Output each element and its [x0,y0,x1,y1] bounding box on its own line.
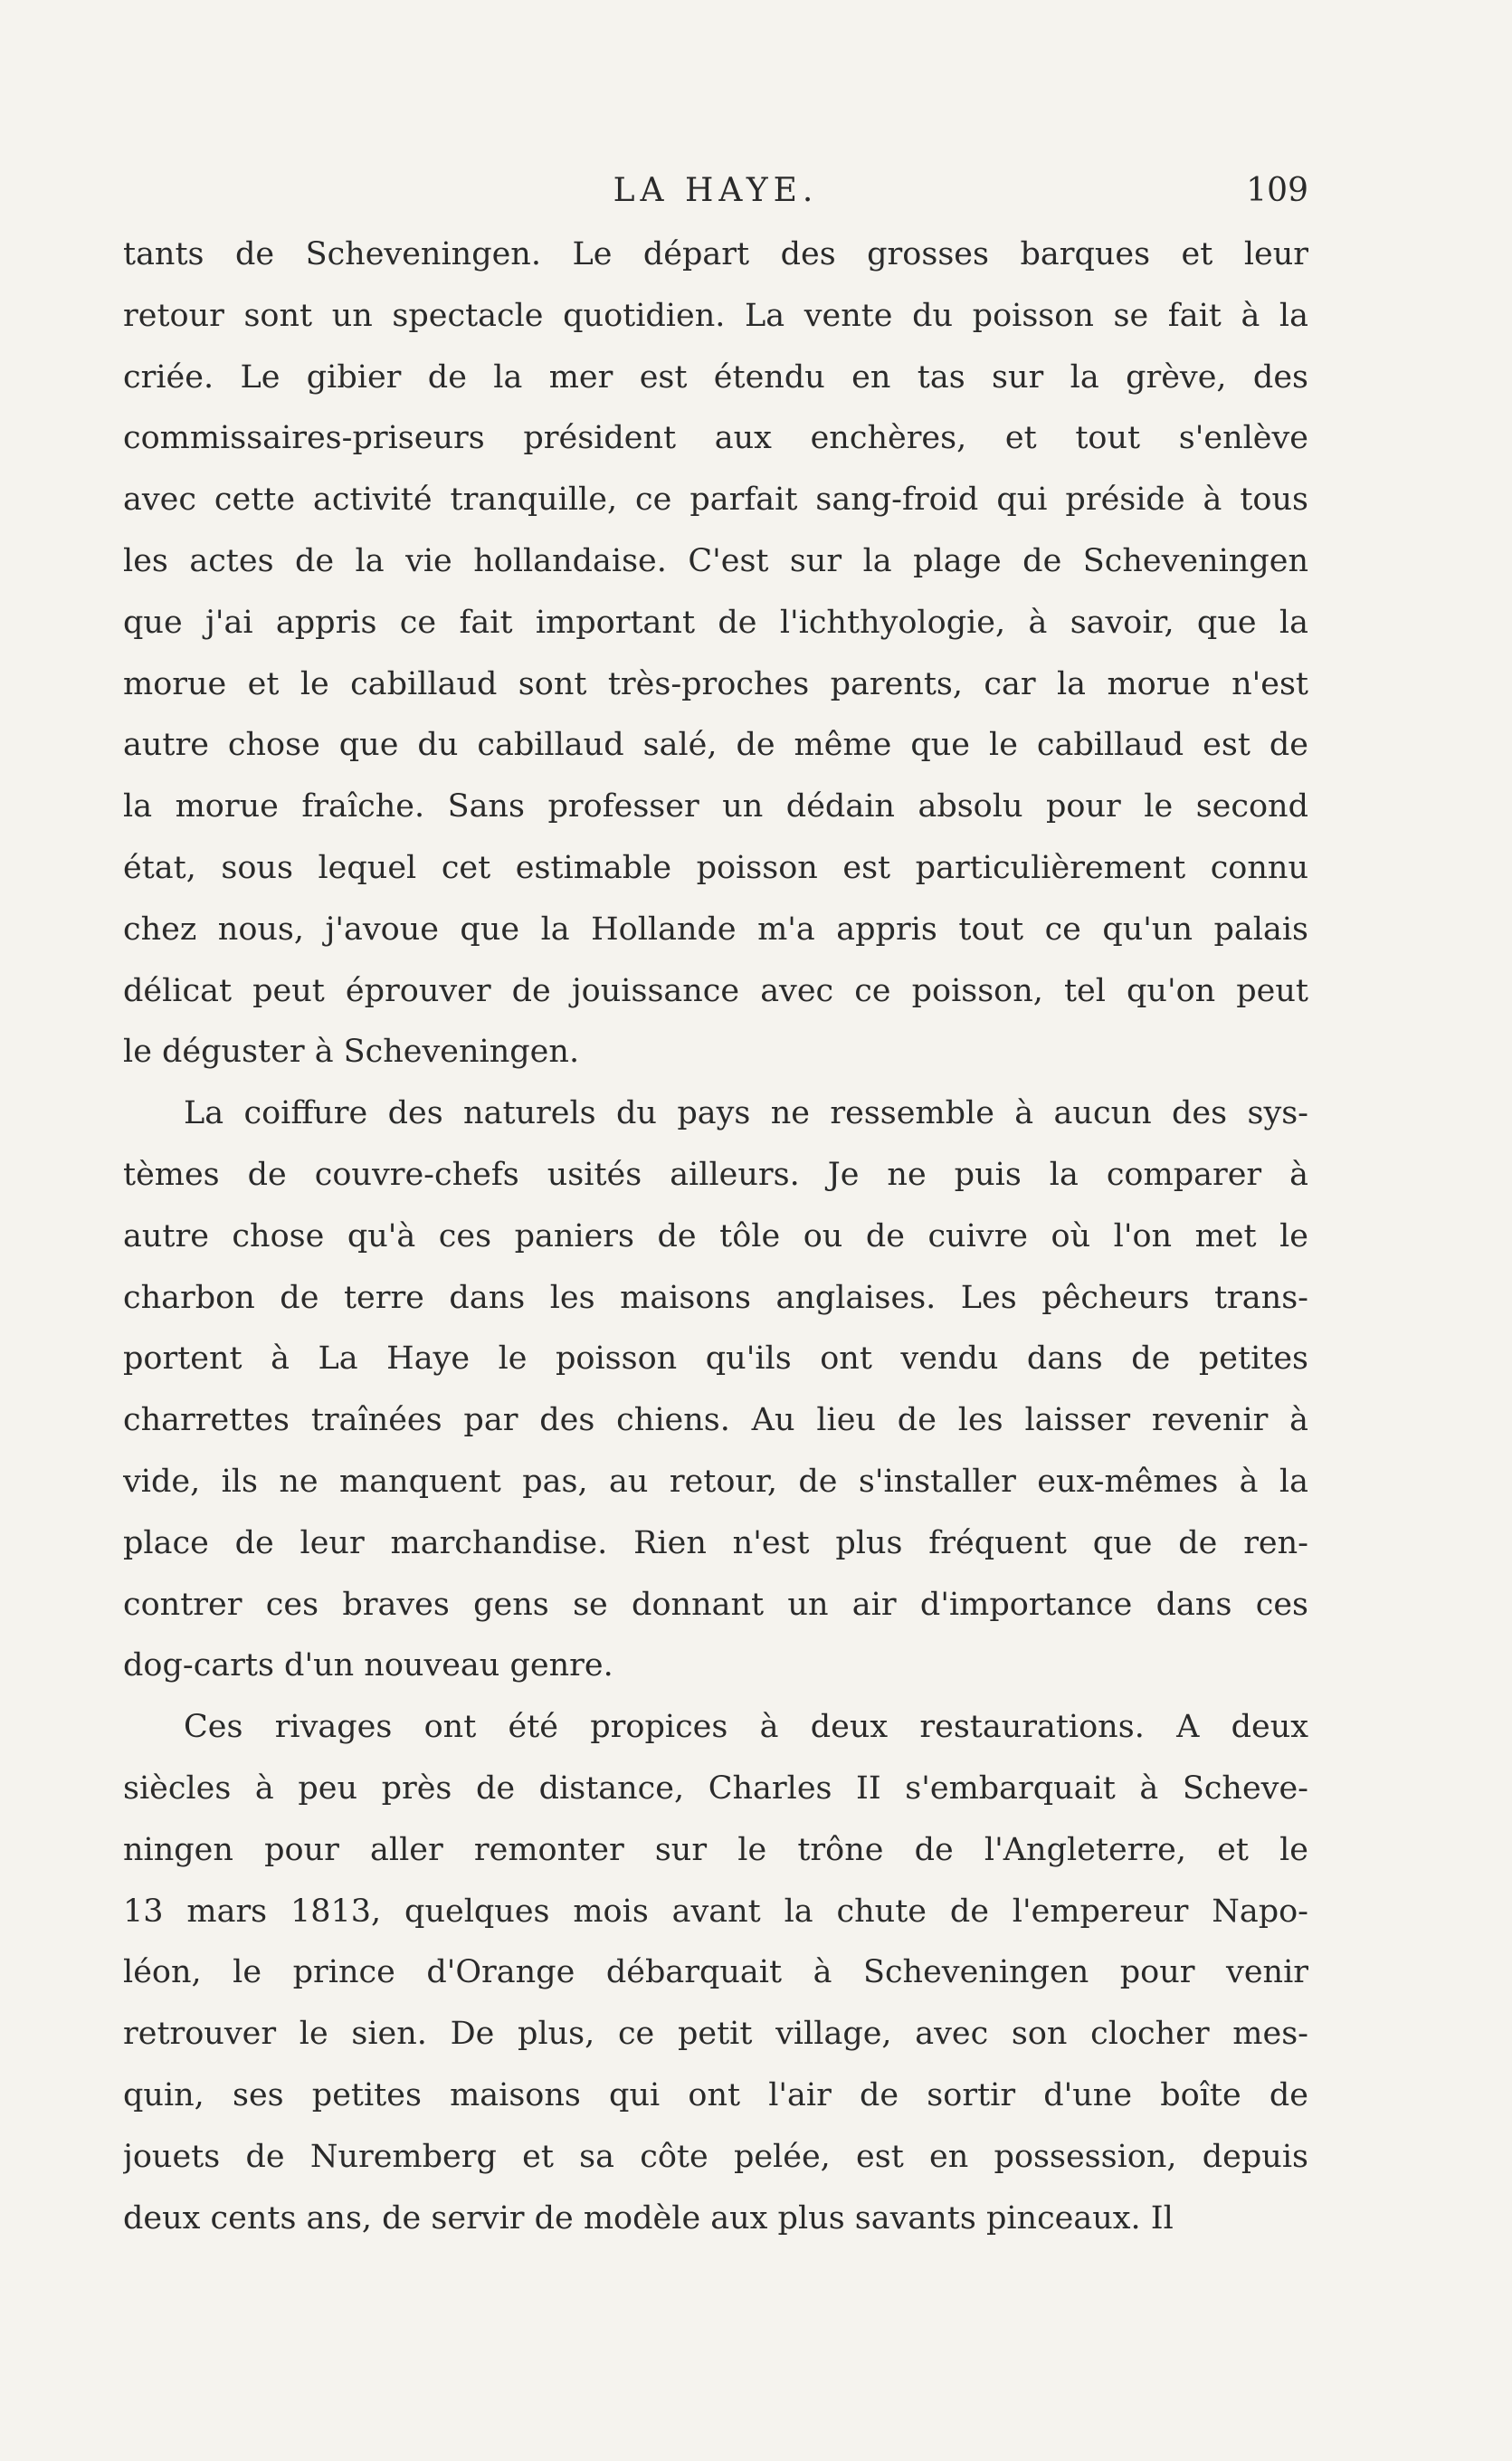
body-text [123,224,1308,2249]
text-line: autre chose qu'à ces paniers de tôle ou de cuivre où l'on met le [123,1217,1308,1254]
paragraph [123,1697,1308,2249]
paragraph [123,224,1308,1083]
text-line: retrouver le sien. De plus, ce petit village, avec son clocher mes- [123,2016,1308,2053]
text-line: contrer ces braves gens se donnant un air d'importance dans ces [123,1586,1308,1623]
text-line: charrettes traînées par des chiens. Au lieu de les laisser revenir à [123,1402,1308,1439]
text-line: tèmes de couvre-chefs usités ailleurs. Je ne puis la comparer à [123,1156,1308,1193]
text-line: autre chose que du cabillaud salé, de même que le cabillaud est de [123,727,1308,764]
text-line: siècles à peu près de distance, Charles II s'embarquait à Scheve- [123,1769,1308,1807]
page-number: 109 [1246,172,1308,209]
page-header [123,168,1308,214]
text-line: ningen pour aller remonter sur le trône de l'Angleterre, et le [123,1831,1308,1868]
text-line: jouets de Nuremberg et sa côte pelée, est en possession, depuis [123,2138,1308,2175]
text-line: tants de Scheveningen. Le départ des grosses barques et leur [123,236,1308,272]
text-line: le déguster à Scheveningen. [123,1034,580,1071]
text-line: que j'ai appris ce fait important de l'ichthyologie, à savoir, que la [123,604,1308,641]
text-line: portent à La Haye le poisson qu'ils ont vendu dans de petites [123,1340,1308,1378]
text-line: morue et le cabillaud sont très-proches parents, car la morue n'est [123,665,1308,702]
text-line: criée. Le gibier de la mer est étendu en tas sur la grève, des [123,358,1308,396]
text-line: La coiffure des naturels du pays ne ressemble à aucun des sys- [184,1095,1308,1132]
text-line: place de leur marchandise. Rien n'est plus fréquent que de ren- [123,1524,1308,1561]
text-line: vide, ils ne manquent pas, au retour, de s'installer eux-mêmes à la [123,1463,1308,1500]
text-line: avec cette activité tranquille, ce parfait sang-froid qui préside à tous [123,482,1308,519]
text-line: dog-carts d'un nouveau genre. [123,1647,613,1684]
text-line: charbon de terre dans les maisons anglaises. Les pêcheurs trans- [123,1279,1308,1316]
text-line: léon, le prince d'Orange débarquait à Scheveningen pour venir [123,1954,1308,1991]
text-line: chez nous, j'avoue que la Hollande m'a appris tout ce qu'un palais [123,911,1308,948]
text-line: deux cents ans, de servir de modèle aux plus savants pinceaux. Il [123,2199,1174,2237]
text-line: Ces rivages ont été propices à deux restaurations. A deux [184,1709,1308,1746]
text-line: quin, ses petites maisons qui ont l'air de sortir d'une boîte de [123,2076,1308,2113]
text-line: état, sous lequel cet estimable poisson est particulièrement connu [123,849,1308,886]
text-line: 13 mars 1813, quelques mois avant la chute de l'empereur Napo- [123,1893,1308,1930]
text-line: les actes de la vie hollandaise. C'est sur la plage de Scheveningen [123,542,1308,579]
text-line: commissaires-priseurs président aux enchères, et tout s'enlève [123,420,1308,457]
running-title: LA HAYE. [613,172,819,209]
text-line: la morue fraîche. Sans professer un dédain absolu pour le second [123,788,1308,825]
paragraph [123,1083,1308,1697]
text-line: retour sont un spectacle quotidien. La vente du poisson se fait à la [123,297,1308,334]
text-line: délicat peut éprouver de jouissance avec ce poisson, tel qu'on peut [123,972,1308,1009]
